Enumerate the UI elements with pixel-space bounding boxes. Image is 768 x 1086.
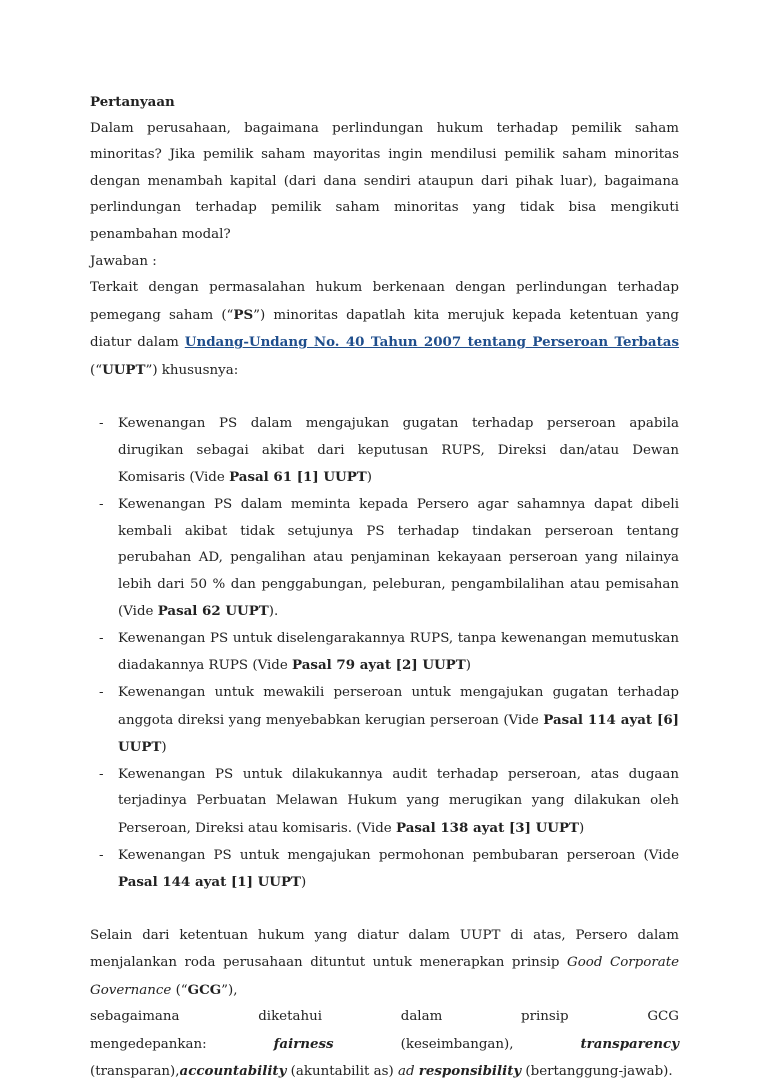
list-item <box>90 492 679 626</box>
list-item-text: Kewenangan PS untuk dilakukannya audit terhadap perseroan, atas dugaan terjadinya Perbuatan Melawan Hukum yang merugikan yang dilakukan oleh Perseroan, Direksi atau komisaris. (Vide <box>118 766 679 837</box>
answer-label: Jawaban : <box>90 253 157 269</box>
intro-text-1: Terkait dengan permasalahan hukum berkenaan dengan perlindungan terhadap pemegang saham (“ <box>90 280 679 323</box>
list-item <box>90 680 679 762</box>
blank-line <box>90 385 679 412</box>
list-item-text: Kewenangan PS untuk diselengarakannya RUPS, tanpa kewenangan memutuskan diadakannya RUPS (Vide <box>118 630 679 674</box>
gcg-full: Good Corporate Governance <box>90 955 680 998</box>
list-item-ref: Pasal 62 UUPT <box>157 603 269 620</box>
list-item-ref: Pasal 61 [1] UUPT <box>229 469 367 486</box>
list-item-ref: Pasal 79 ayat [2] UUPT <box>292 657 466 674</box>
list-item-text: Kewenangan PS dalam mengajukan gugatan terhadap perseroan apabila dirugikan sebagai akibat dari keputusan RUPS, Direksi dan/atau Dewan Komisaris (Vide <box>118 416 679 486</box>
spread-word: diketahui <box>258 1009 323 1025</box>
intro-text-2: ”) minoritas dapatlah kita merujuk kepada ketentuan yang diatur dalam <box>90 307 679 351</box>
answer-intro <box>90 275 679 384</box>
closing-text-6: (transparan), <box>90 1064 180 1080</box>
list-dash: - <box>99 496 104 512</box>
term-accountability: accountability <box>179 1063 287 1080</box>
closing-text-5: (keseimbangan), <box>333 1036 581 1052</box>
term-ad: ad <box>397 1064 415 1080</box>
list-item-end: ) <box>465 658 471 674</box>
list-item <box>90 762 679 843</box>
term-transparency: transparency <box>580 1035 679 1052</box>
closing-principles <box>90 1031 679 1086</box>
gcg-abbr: GCG <box>187 981 222 998</box>
list-item <box>90 411 679 492</box>
list-item-end: ) <box>161 740 167 756</box>
list-item <box>90 626 679 680</box>
list-item-ref: Pasal 138 ayat [3] UUPT <box>396 820 579 837</box>
spread-word: GCG <box>647 1009 679 1025</box>
closing-text-7: (akuntabilit as) <box>286 1064 398 1080</box>
intro-text-4: ”) khususnya: <box>145 362 239 378</box>
list-item-end: ) <box>366 470 372 486</box>
list-dash: - <box>99 847 104 863</box>
list-dash: - <box>99 630 104 646</box>
list-item-end: ). <box>268 604 279 620</box>
list-item-end: ) <box>578 821 585 837</box>
question-heading: Pertanyaan <box>90 94 175 110</box>
closing-text-4: mengedepankan: <box>90 1036 274 1052</box>
list-dash: - <box>99 685 104 701</box>
question-text: Dalam perusahaan, bagaimana perlindungan hukum terhadap pemilik saham minoritas? Jika pemilik saham mayoritas ingin mendilusi pemilik saham minoritas dengan menambah kapital (dari dana sendiri ataupun dari pihak luar), bagaimana perlindungan terhadap pemilik saham minoritas yang tidak bisa mengikuti penambahan modal? <box>90 120 679 242</box>
intro-text-3: (“ <box>90 362 103 378</box>
list-dash: - <box>99 416 104 432</box>
spread-word: sebagaimana <box>90 1009 180 1025</box>
list-item-ref: Pasal 114 ayat [6] UUPT <box>118 711 680 756</box>
closing-text-1: Selain dari ketentuan hukum yang diatur dalam UUPT di atas, Persero dalam menjalankan roda perusahaan dituntut untuk menerapkan prinsip <box>90 928 679 970</box>
term-responsibility: responsibility <box>418 1063 522 1080</box>
closing-paragraph <box>90 923 679 1004</box>
closing-text-3: ”), <box>221 982 238 998</box>
list-item-text: Kewenangan PS dalam meminta kepada Persero agar sahamnya dapat dibeli kembali akibat tidak setujunya PS terhadap tindakan perseroan tentang perubahan AD, pengalihan atau penjaminan kekayaan perseroan yang nilainya lebih dari 50 % dan penggabungan, peleburan, pengambilalihan atau pemisahan (Vide <box>118 496 679 620</box>
list-item-ref: Pasal 144 ayat [1] UUPT <box>118 874 301 891</box>
closing-spread-line <box>90 1004 679 1031</box>
list-dash: - <box>99 766 104 782</box>
ps-abbr: PS <box>233 306 254 323</box>
uupt-abbr: UUPT <box>102 361 146 378</box>
spread-word: dalam <box>400 1009 443 1025</box>
blank-line <box>90 897 679 924</box>
closing-text-9: (bertanggung-jawab). <box>521 1064 673 1080</box>
list-item <box>90 843 679 897</box>
law-link[interactable]: Undang-Undang No. 40 Tahun 2007 tentang Perseroan Terbatas <box>184 334 679 351</box>
list-item-text: Kewenangan untuk mewakili perseroan untuk mengajukan gugatan terhadap anggota direksi yang menyebabkan kerugian perseroan (Vide <box>118 685 679 728</box>
authority-list <box>90 411 679 897</box>
document-content <box>90 89 679 1086</box>
term-fairness: fairness <box>273 1035 334 1052</box>
closing-text-2: (“ <box>171 982 188 998</box>
list-item-end: ) <box>300 875 307 891</box>
list-item-text: Kewenangan PS untuk mengajukan permohonan pembubaran perseroan (Vide <box>118 847 679 863</box>
spread-word: prinsip <box>521 1009 569 1025</box>
